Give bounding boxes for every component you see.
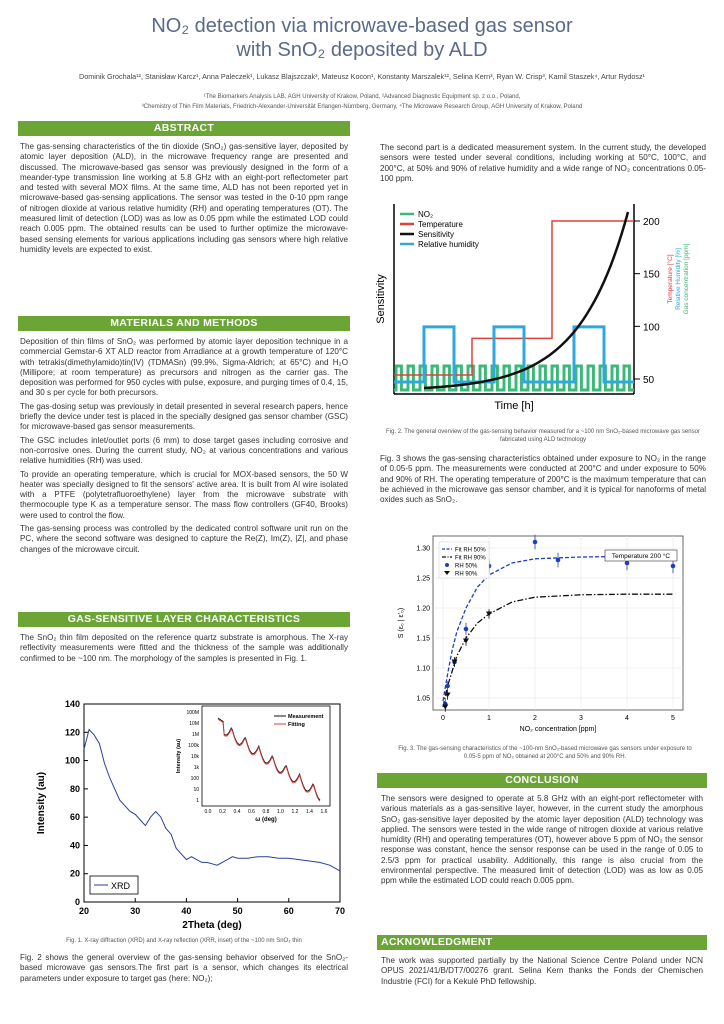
acknowledgment-section: [377, 935, 707, 987]
abstract-text: The gas-sensing characteristics of the tin dioxide (SnO₂) gas-sensitive layer, deposited by atomic layer deposition (ALD), in the microwave frequency range are presented and discussed. The microwave-based gas sensor was previously designed in the form of a meander-type transmission line working at 5.8 GHz with an eight-port reflectometer part and tested with several MOX films. At the same time, ALD has not been reported yet in microwave-based gas-sensing applications. The sensor was tested in the 0-10 ppm range of nitrogen dioxide at various relative humidity (RH) and operating temperatures (OT). The measured limit of detection (LOD) was as low as 0.05 ppm while the estimated LOD could reach 0.005 ppm. The obtained results can be used to further optimize the microwave-based sensing elements for various applications including gas sensors where high relative humidity levels are expected to exist.: [20, 142, 348, 254]
x-tick-label: 0: [441, 715, 445, 722]
sensitivity-chart: [393, 530, 693, 740]
acknowledgment-heading: ACKNOWLEDGMENT: [377, 935, 707, 950]
y-tick-label: 100: [64, 755, 80, 766]
inset-y-tick-label: 1: [196, 798, 199, 804]
inset-legend-label: Fitting: [288, 722, 305, 728]
conclusion-heading: CONCLUSION: [377, 773, 707, 788]
inset-x-tick-label: 1.6: [320, 809, 328, 815]
inset-x-tick-label: 0.0: [204, 809, 212, 815]
acknowledgment-text: The work was supported partially by the National Science Centre Poland under NCN OPUS 2021/41/B/DT7/00276 grant. Selina Kern thanks the Fonds der Chemischen Industrie (FCI) for a Kekulé PhD fellowship.: [381, 956, 703, 986]
inset-y-label: Intensity (au): [176, 738, 182, 774]
conclusion-section: [377, 773, 707, 887]
inset-y-tick-label: 1k: [193, 765, 199, 771]
inset-y-tick-label: 10: [193, 787, 199, 793]
legend-label: RH 50%: [455, 563, 478, 570]
x-axis-label: NO₂ concentration [ppm]: [519, 726, 597, 733]
x-tick-label: 30: [130, 906, 141, 916]
legend-swatch: [445, 563, 449, 567]
inset-x-tick-label: 1.0: [277, 809, 284, 815]
y-tick-label: 120: [64, 727, 80, 738]
author-list: Dominik Grochala¹², Stanisław Karcz¹, Anna Paleczek¹, Lukasz Blajszczak³, Mateusz Kocon¹, Konstanty Marszalek¹², Selina Kern³, Ryan W. Crisp³, Kamil Staszek⁴, Artur Rydosz¹: [79, 72, 645, 81]
inset-x-tick-label: 0.6: [248, 809, 255, 815]
inset-y-tick-label: 100: [190, 776, 199, 782]
x-axis-label: 2Theta (deg): [182, 920, 242, 931]
right-intro-text: The second part is a dedicated measurement system. In the current study, the developed sensors were tested under several conditions, including working at 50°C, 100°C, and 200°C, at 50% and 90% of relative humidity and a wide range of NO₂ concentrations 0.05-100 ppm.: [380, 143, 706, 183]
x-tick-label: 60: [283, 906, 294, 916]
y-tick-label: 1.05: [416, 695, 430, 703]
y-axis-label: Intensity (au): [36, 771, 47, 835]
legend-label: XRD: [111, 881, 131, 891]
y-tick-label: 1.10: [416, 665, 430, 673]
data-point: [671, 564, 676, 569]
y-tick-label: 20: [69, 868, 80, 879]
y-tick-label: 40: [69, 840, 80, 851]
data-point: [556, 558, 561, 563]
inset-y-tick-label: 10M: [189, 721, 199, 727]
abstract-heading: ABSTRACT: [18, 121, 350, 136]
affiliation-line-1: ¹The Biomarkers Analysis LAB, AGH University of Krakow, Poland, ²Advanced Diagnostic Equipment sp. z o.o., Poland,: [203, 94, 521, 100]
left-column: [18, 121, 350, 558]
y-tick-label: 80: [69, 783, 80, 794]
legend-label: Relative humidity: [418, 240, 479, 249]
legend-label: NO₂: [418, 210, 434, 219]
conclusion-text: The sensors were designed to operate at 5.8 GHz with an eight-port reflectometer with various materials as a gas-sensitive layer, however, in the current study the amorphous SnO₂ gas-sensitive layer deposited by the atomic layer deposition (ALD) technology was applied. The sensors were tested in the wide range of nitrogen dioxide at various relative humidity (RH) and operating temperatures (OT), however above 5 ppm of NO₂ the sensor response was constant, hence the sensor response can be used in the range of 0.05 to 2.5/3 ppm for practical usability. Additionally, this range is also crucial from the environmental perspective. The measured limit of detection (LOD) was as low as 0.05 ppm while the estimated LOD could reach 0.005 ppm.: [381, 794, 703, 886]
title-line-1: NO₂ detection via microwave-based gas sensor: [151, 15, 573, 37]
methods-text: [20, 337, 348, 555]
methods-paragraph: To provide an operating temperature, which is crucial for MOX-based sensors, the 50 W heater was specially designed to fit the sensors' active area. It is built from Al wire isolated with a PTFE (polytetrafluoroethylene) layer from the microwave substrate with thermocouple type K as a temperature sensor. The mass flow controllers (GF40, Brooks) were used to control the flow.: [20, 469, 348, 520]
legend-label: RH 90%: [455, 571, 478, 578]
legend-label: Temperature: [418, 220, 463, 229]
methods-heading: MATERIALS AND METHODS: [18, 316, 350, 331]
x-tick-label: 20: [78, 906, 90, 916]
data-point: [445, 684, 450, 689]
legend-label: Fit RH 90%: [455, 555, 486, 562]
data-point: [625, 561, 630, 566]
annotation-label: Temperature 200 °C: [611, 553, 671, 560]
layer-text-1: The SnO₂ thin film deposited on the reference quartz substrate is amorphous. The X-ray reflectivity measurements were fitted and the thickness of the sample was additionally confirmed to be ~100 nm. The morphology of the samples is presented in Fig. 1.: [20, 633, 348, 663]
y-tick-label: 1.20: [416, 605, 430, 613]
x-tick-label: 50: [232, 906, 243, 916]
x-tick-label: 2: [533, 715, 537, 722]
inset-x-tick-label: 0.4: [233, 809, 241, 815]
inset-x-tick-label: 0.2: [219, 809, 226, 815]
inset-x-tick-label: 1.4: [306, 809, 313, 815]
right-axis-label: Relative Humidity [%]: [675, 248, 682, 310]
legend-label: Fit RH 50%: [455, 547, 486, 554]
x-tick-label: 4: [625, 715, 629, 722]
y-tick-label: 1.30: [416, 545, 430, 553]
right-tick-label: 100: [643, 322, 660, 334]
y-tick-label: 140: [64, 699, 80, 709]
inset-x-tick-label: 0.8: [262, 809, 270, 815]
fig2-caption: Fig. 2. The general overview of the gas-sensing behavior measured for a ~100 nm SnO₂-based microwave gas sensor fabricated using ALD technology: [386, 429, 700, 443]
inset-x-tick-label: 1.2: [291, 809, 299, 815]
x-tick-label: 5: [671, 715, 675, 722]
layer-section: [18, 612, 350, 664]
y-tick-label: 1.25: [416, 575, 430, 583]
data-point: [464, 627, 469, 632]
x-axis-label: Time [h]: [494, 400, 534, 412]
affiliation-line-2: ³Chemistry of Thin Film Materials, Friedrich-Alexander-Universität Erlangen-Nürnberg, Germany, ⁴The Microwave Research Group, AGH University of Krakow, Poland: [141, 104, 583, 110]
right-axis-label: Temperature [°C]: [667, 254, 674, 304]
methods-paragraph: The gas-dosing setup was previously in detail presented in several research papers, hence briefly the device under test is placed in the specially designed gas sensor chamber (GSC) for microwave-based gas sensor measurements.: [20, 401, 348, 432]
inset-y-tick-label: 10k: [190, 754, 199, 760]
fig1-caption: Fig. 1. X-ray diffraction (XRD) and X-ray reflection (XRR, inset) of the ~100 nm SnO₂ thin: [66, 938, 302, 944]
title-line-2: with SnO₂ deposited by ALD: [236, 39, 488, 61]
xrd-chart: [18, 692, 350, 932]
fig3-discussion-text: Fig. 3 shows the gas-sensing characteristics obtained under exposure to NO₂ in the range of 0.05-5 ppm. The measurements were conducted at 200°C and under exposure to 50% and 90% of RH. The operating temperature of 200°C is the maximum temperature that can be achieved in the microwave gas sensor chamber, and it is typical for nanoforms of metal oxides such as SnO₂.: [380, 454, 706, 505]
x-tick-label: 1: [487, 715, 491, 722]
affiliations: [10, 92, 714, 112]
inset-y-tick-label: 100M: [186, 710, 199, 716]
y-axis-label: Sensitivity: [375, 274, 387, 324]
x-tick-label: 40: [181, 906, 192, 916]
right-tick-label: 200: [643, 217, 660, 228]
methods-paragraph: The GSC includes inlet/outlet ports (6 mm) to dose target gases including corrosive and non-corrosive ones. During the current study, NO₂ at various concentrations and various relative humidities (RH) was used.: [20, 435, 348, 466]
poster-title: [0, 14, 724, 62]
fig3-caption: Fig. 3. The gas-sensing characteristics of the ~100-nm SnO₂-based microwave gas sensors under exposure to 0.05-5 ppm of NO₂ obtained at 200°C and 50% and 90% RH.: [398, 746, 692, 760]
methods-paragraph: Deposition of thin films of SnO₂ was performed by atomic layer deposition technique in a commercial Gemstar-6 XT ALD reactor from Arradiance at a growth temperature of 120°C with tetrakis(dimethylamido)tin(IV) (TDMASn) (99.9%, Sigma-Aldrich; at 65°C) and H₂O (Millipore; at room temperature) as precursors and nitrogen as the carrier gas. The deposition was performed for 950 cycles with pulse, exposure, and purging times of 0.4, 15, and 30 s per cycle for both precursors.: [20, 337, 348, 398]
x-tick-label: 3: [579, 715, 583, 722]
inset-y-tick-label: 100k: [188, 743, 199, 749]
layer-text-2: Fig. 2 shows the general overview of the gas-sensing behavior observed for the SnO₂-based microwave gas sensors.The first part is a sensor, which changes its electrical parameters under exposure to target gas (here: NO₂);: [20, 953, 348, 983]
inset-legend-label: Measurement: [288, 714, 324, 720]
right-axis-label: Gas concentration [ppm]: [683, 243, 690, 315]
inset-y-tick-label: 1M: [192, 732, 199, 738]
y-tick-label: 60: [69, 812, 80, 823]
y-axis-label: S (ε₀ | ε'₀): [398, 607, 405, 639]
y-tick-label: 1.15: [416, 635, 430, 643]
right-tick-label: 150: [643, 269, 660, 281]
inset-x-label: ω (deg): [255, 817, 277, 823]
data-point: [533, 540, 538, 545]
x-tick-label: 70: [334, 906, 346, 916]
sensing-overview-chart: [372, 196, 706, 422]
y-tick-label: 0: [74, 897, 80, 907]
layer-heading: GAS-SENSITIVE LAYER CHARACTERISTICS: [18, 612, 350, 627]
legend-label: Sensitivity: [418, 230, 455, 239]
right-tick-label: 50: [643, 375, 655, 386]
methods-paragraph: The gas-sensing process was controlled by the dedicated control software unit run on the PC, where the second software was designed to capture the Re(Z), Im(Z), |Z|, and phase changes of the microwave circuit.: [20, 524, 348, 554]
